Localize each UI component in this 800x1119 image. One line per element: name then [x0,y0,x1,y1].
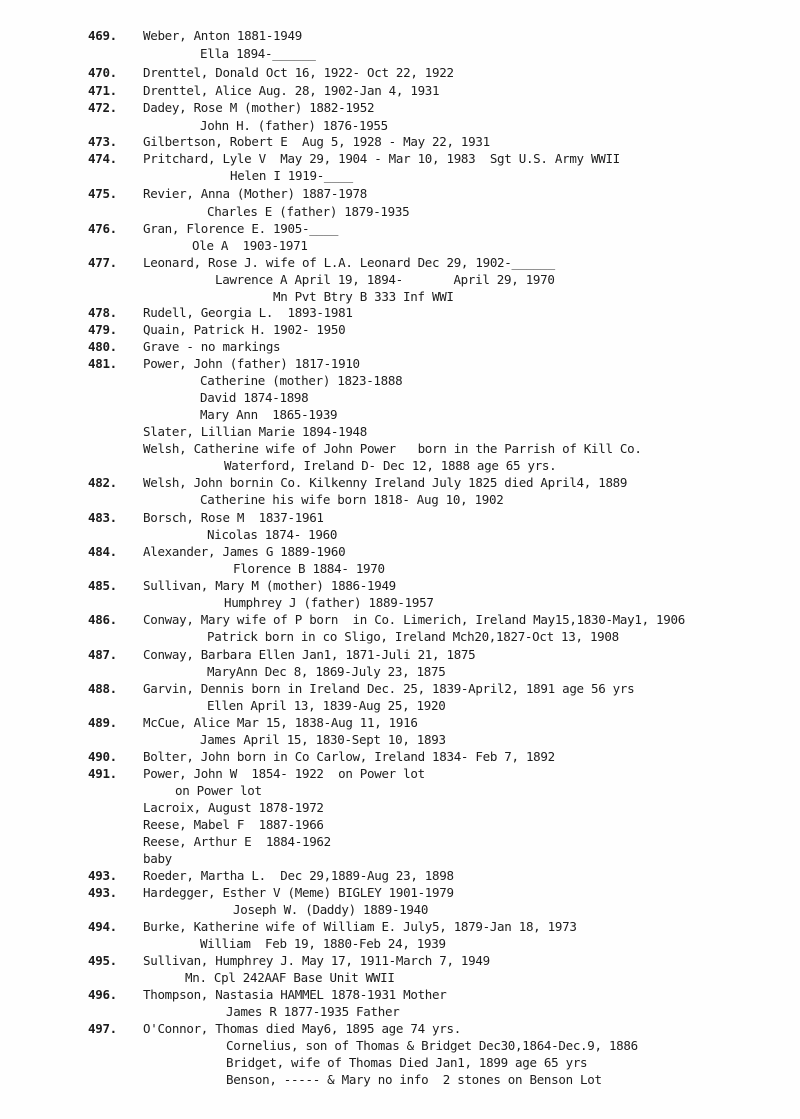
entry-text: MaryAnn Dec 8, 1869-July 23, 1875 [207,664,446,679]
entry-text: Sullivan, Mary M (mother) 1886-1949 [143,578,396,593]
entry-text: Florence B 1884- 1970 [233,561,385,576]
entry-text: Catherine his wife born 1818- Aug 10, 1902 [200,492,504,507]
entry-text: Slater, Lillian Marie 1894-1948 [143,424,367,439]
entry-number: 486. [88,612,117,627]
entry-text: Cornelius, son of Thomas & Bridget Dec30,1864-Dec.9, 1886 [226,1038,638,1053]
entry-text: Thompson, Nastasia HAMMEL 1878-1931 Mother [143,987,447,1002]
entry-text: Roeder, Martha L. Dec 29,1889-Aug 23, 1898 [143,868,454,883]
entry-number: 490. [88,749,117,764]
entry-text: Weber, Anton 1881-1949 [143,28,302,43]
entry-text: David 1874-1898 [200,390,309,405]
entry-text: McCue, Alice Mar 15, 1838-Aug 11, 1916 [143,715,418,730]
entry-text: Grave - no markings [143,339,281,354]
entry-text: Waterford, Ireland D- Dec 12, 1888 age 65 yrs. [224,458,557,473]
entry-text: Quain, Patrick H. 1902- 1950 [143,322,346,337]
entry-number: 471. [88,83,117,98]
entry-number: 497. [88,1021,117,1036]
entry-text: Gran, Florence E. 1905-____ [143,221,339,236]
entry-number: 489. [88,715,117,730]
entry-text: Dadey, Rose M (mother) 1882-1952 [143,100,375,115]
entry-number: 473. [88,134,117,149]
entry-text: Joseph W. (Daddy) 1889-1940 [233,902,429,917]
entry-text: Gilbertson, Robert E Aug 5, 1928 - May 22, 1931 [143,134,490,149]
entry-number: 469. [88,28,117,43]
entry-text: Conway, Barbara Ellen Jan1, 1871-Juli 21, 1875 [143,647,476,662]
entry-text: Nicolas 1874- 1960 [207,527,338,542]
entry-number: 478. [88,305,117,320]
entry-text: Drenttel, Alice Aug. 28, 1902-Jan 4, 1931 [143,83,440,98]
entry-number: 488. [88,681,117,696]
entry-number: 494. [88,919,117,934]
entry-number: 493. [88,868,117,883]
entry-text: Ellen April 13, 1839-Aug 25, 1920 [207,698,446,713]
entry-number: 496. [88,987,117,1002]
entry-number: 483. [88,510,117,525]
entry-number: 475. [88,186,117,201]
entry-text: Conway, Mary wife of P born in Co. Limerich, Ireland May15,1830-May1, 1906 [143,612,685,627]
entry-text: John H. (father) 1876-1955 [200,118,388,133]
entry-text: James April 15, 1830-Sept 10, 1893 [200,732,446,747]
entry-number: 477. [88,255,117,270]
entry-text: Bridget, wife of Thomas Died Jan1, 1899 age 65 yrs [226,1055,588,1070]
entry-text: Borsch, Rose M 1837-1961 [143,510,324,525]
entry-text: James R 1877-1935 Father [226,1004,400,1019]
entry-text: Rudell, Georgia L. 1893-1981 [143,305,353,320]
entry-text: Garvin, Dennis born in Ireland Dec. 25, 1839-April2, 1891 age 56 yrs [143,681,635,696]
entry-text: Helen I 1919-____ [230,168,353,183]
entry-text: Humphrey J (father) 1889-1957 [224,595,434,610]
entry-text: William Feb 19, 1880-Feb 24, 1939 [200,936,446,951]
entry-number: 487. [88,647,117,662]
entry-text: Pritchard, Lyle V May 29, 1904 - Mar 10, 1983 Sgt U.S. Army WWII [143,151,620,166]
entry-text: on Power lot [175,783,262,798]
entry-text: Revier, Anna (Mother) 1887-1978 [143,186,367,201]
entry-number: 484. [88,544,117,559]
entry-number: 472. [88,100,117,115]
entry-text: Welsh, John bornin Co. Kilkenny Ireland July 1825 died April4, 1889 [143,475,628,490]
entry-text: Sullivan, Humphrey J. May 17, 1911-March 7, 1949 [143,953,490,968]
entry-text: Drenttel, Donald Oct 16, 1922- Oct 22, 1922 [143,65,454,80]
entry-text: Burke, Katherine wife of William E. July5, 1879-Jan 18, 1973 [143,919,577,934]
entry-number: 493. [88,885,117,900]
entry-number: 480. [88,339,117,354]
entry-text: Patrick born in co Sligo, Ireland Mch20,1827-Oct 13, 1908 [207,629,619,644]
entry-number: 481. [88,356,117,371]
entry-text: Leonard, Rose J. wife of L.A. Leonard Dec 29, 1902-______ [143,255,555,270]
entry-text: Bolter, John born in Co Carlow, Ireland 1834- Feb 7, 1892 [143,749,555,764]
entry-text: Power, John (father) 1817-1910 [143,356,360,371]
entry-number: 495. [88,953,117,968]
entry-text: Mn. Cpl 242AAF Base Unit WWII [185,970,395,985]
entry-number: 479. [88,322,117,337]
entry-text: baby [143,851,172,866]
entry-text: Welsh, Catherine wife of John Power born in the Parrish of Kill Co. [143,441,642,456]
entry-text: Benson, ----- & Mary no info 2 stones on Benson Lot [226,1072,602,1087]
entry-text: Reese, Arthur E 1884-1962 [143,834,331,849]
entry-number: 476. [88,221,117,236]
entry-text: O'Connor, Thomas died May6, 1895 age 74 yrs. [143,1021,461,1036]
entry-text: Ella 1894-______ [200,46,316,61]
entry-text: Catherine (mother) 1823-1888 [200,373,403,388]
entry-text: Reese, Mabel F 1887-1966 [143,817,324,832]
entry-text: Alexander, James G 1889-1960 [143,544,346,559]
entry-text: Lawrence A April 19, 1894- April 29, 1970 [215,272,555,287]
entry-number: 485. [88,578,117,593]
entry-text: Lacroix, August 1878-1972 [143,800,324,815]
entry-text: Ole A 1903-1971 [192,238,308,253]
entry-text: Mn Pvt Btry B 333 Inf WWI [273,289,454,304]
entry-text: Charles E (father) 1879-1935 [207,204,410,219]
entry-number: 470. [88,65,117,80]
entry-number: 491. [88,766,117,781]
entry-number: 474. [88,151,117,166]
entry-text: Mary Ann 1865-1939 [200,407,338,422]
entry-text: Hardegger, Esther V (Meme) BIGLEY 1901-1979 [143,885,454,900]
entry-number: 482. [88,475,117,490]
entry-text: Power, John W 1854- 1922 on Power lot [143,766,425,781]
